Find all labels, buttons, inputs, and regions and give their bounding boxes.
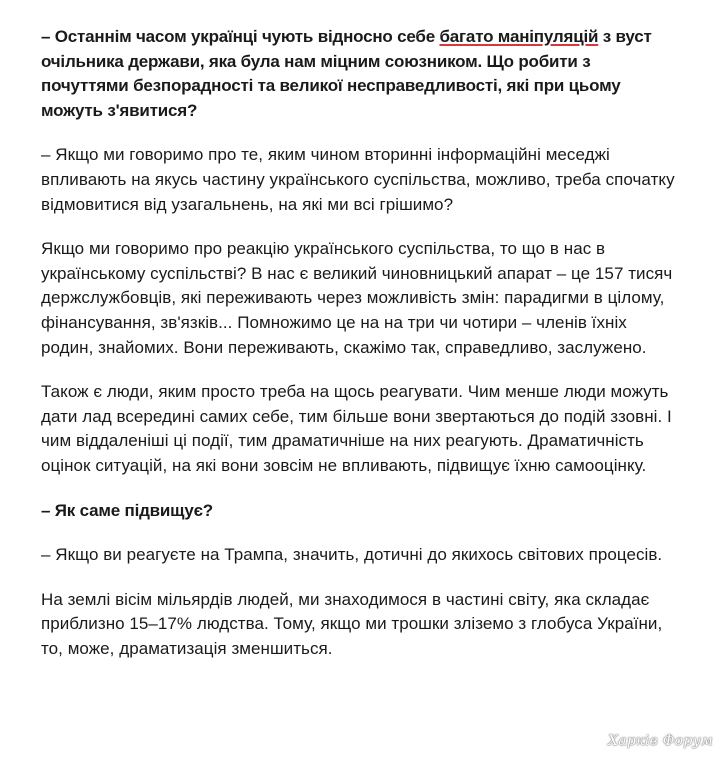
question-2: – Як саме підвищує? [41, 500, 213, 520]
watermark: Харків Форум [607, 733, 713, 749]
answer-paragraph-5: На землі вісім мільярдів людей, ми знаходимося в частині світу, яка складає приблизно 15–17% людства. Тому, якщо ми трошки зліземо з глобуса України, то, може, драматизація зменшиться. [41, 589, 663, 658]
answer-paragraph-2: Якщо ми говоримо про реакцію українського суспільства, то що в нас в українському суспільстві? В нас є великий чиновницький апарат – це 157 тисяч держслужбовців, які переживають через можливість змін: парадигми в цілому, фінансування, зв'язків... Помножимо це на на три чи чотири – членів їхніх родин, знайомих. Вони переживають, скажімо так, справедливо, заслужено. [41, 239, 673, 357]
question-1-start: – Останнім часом українці чують відносно себе [41, 27, 440, 46]
question-1-end: з вуст очільника держави, яка була нам міцним союзником. Що робити з почуттями безпорадності та великої несправедливості, які при цьому можуть з'явитися? [41, 27, 652, 120]
answer-paragraph-4: – Якщо ви реагуєте на Трампа, значить, дотичні до якихось світових процесів. [41, 545, 663, 565]
question-1 [41, 25, 681, 123]
answer-paragraph-3: Також є люди, яким просто треба на щось реагувати. Чим менше люди можуть дати лад всередині самих себе, тим більше вони звертаються до подій ззовні. І чим віддаленіші ці події, тим драматичніше на них реагують. Драматичність оцінок ситуацій, на які вони зовсім не впливають, підвищує їхню самооцінку. [41, 382, 672, 475]
manipulations-link[interactable]: багато маніпуляцій [439, 27, 599, 46]
article-body [41, 25, 681, 681]
answer-paragraph-1: – Якщо ми говоримо про те, яким чином вторинні інформаційні меседжі впливають на якусь частину українського суспільства, можливо, треба спочатку відмовитися від узагальнень, на які ми всі грішимо? [41, 145, 675, 214]
